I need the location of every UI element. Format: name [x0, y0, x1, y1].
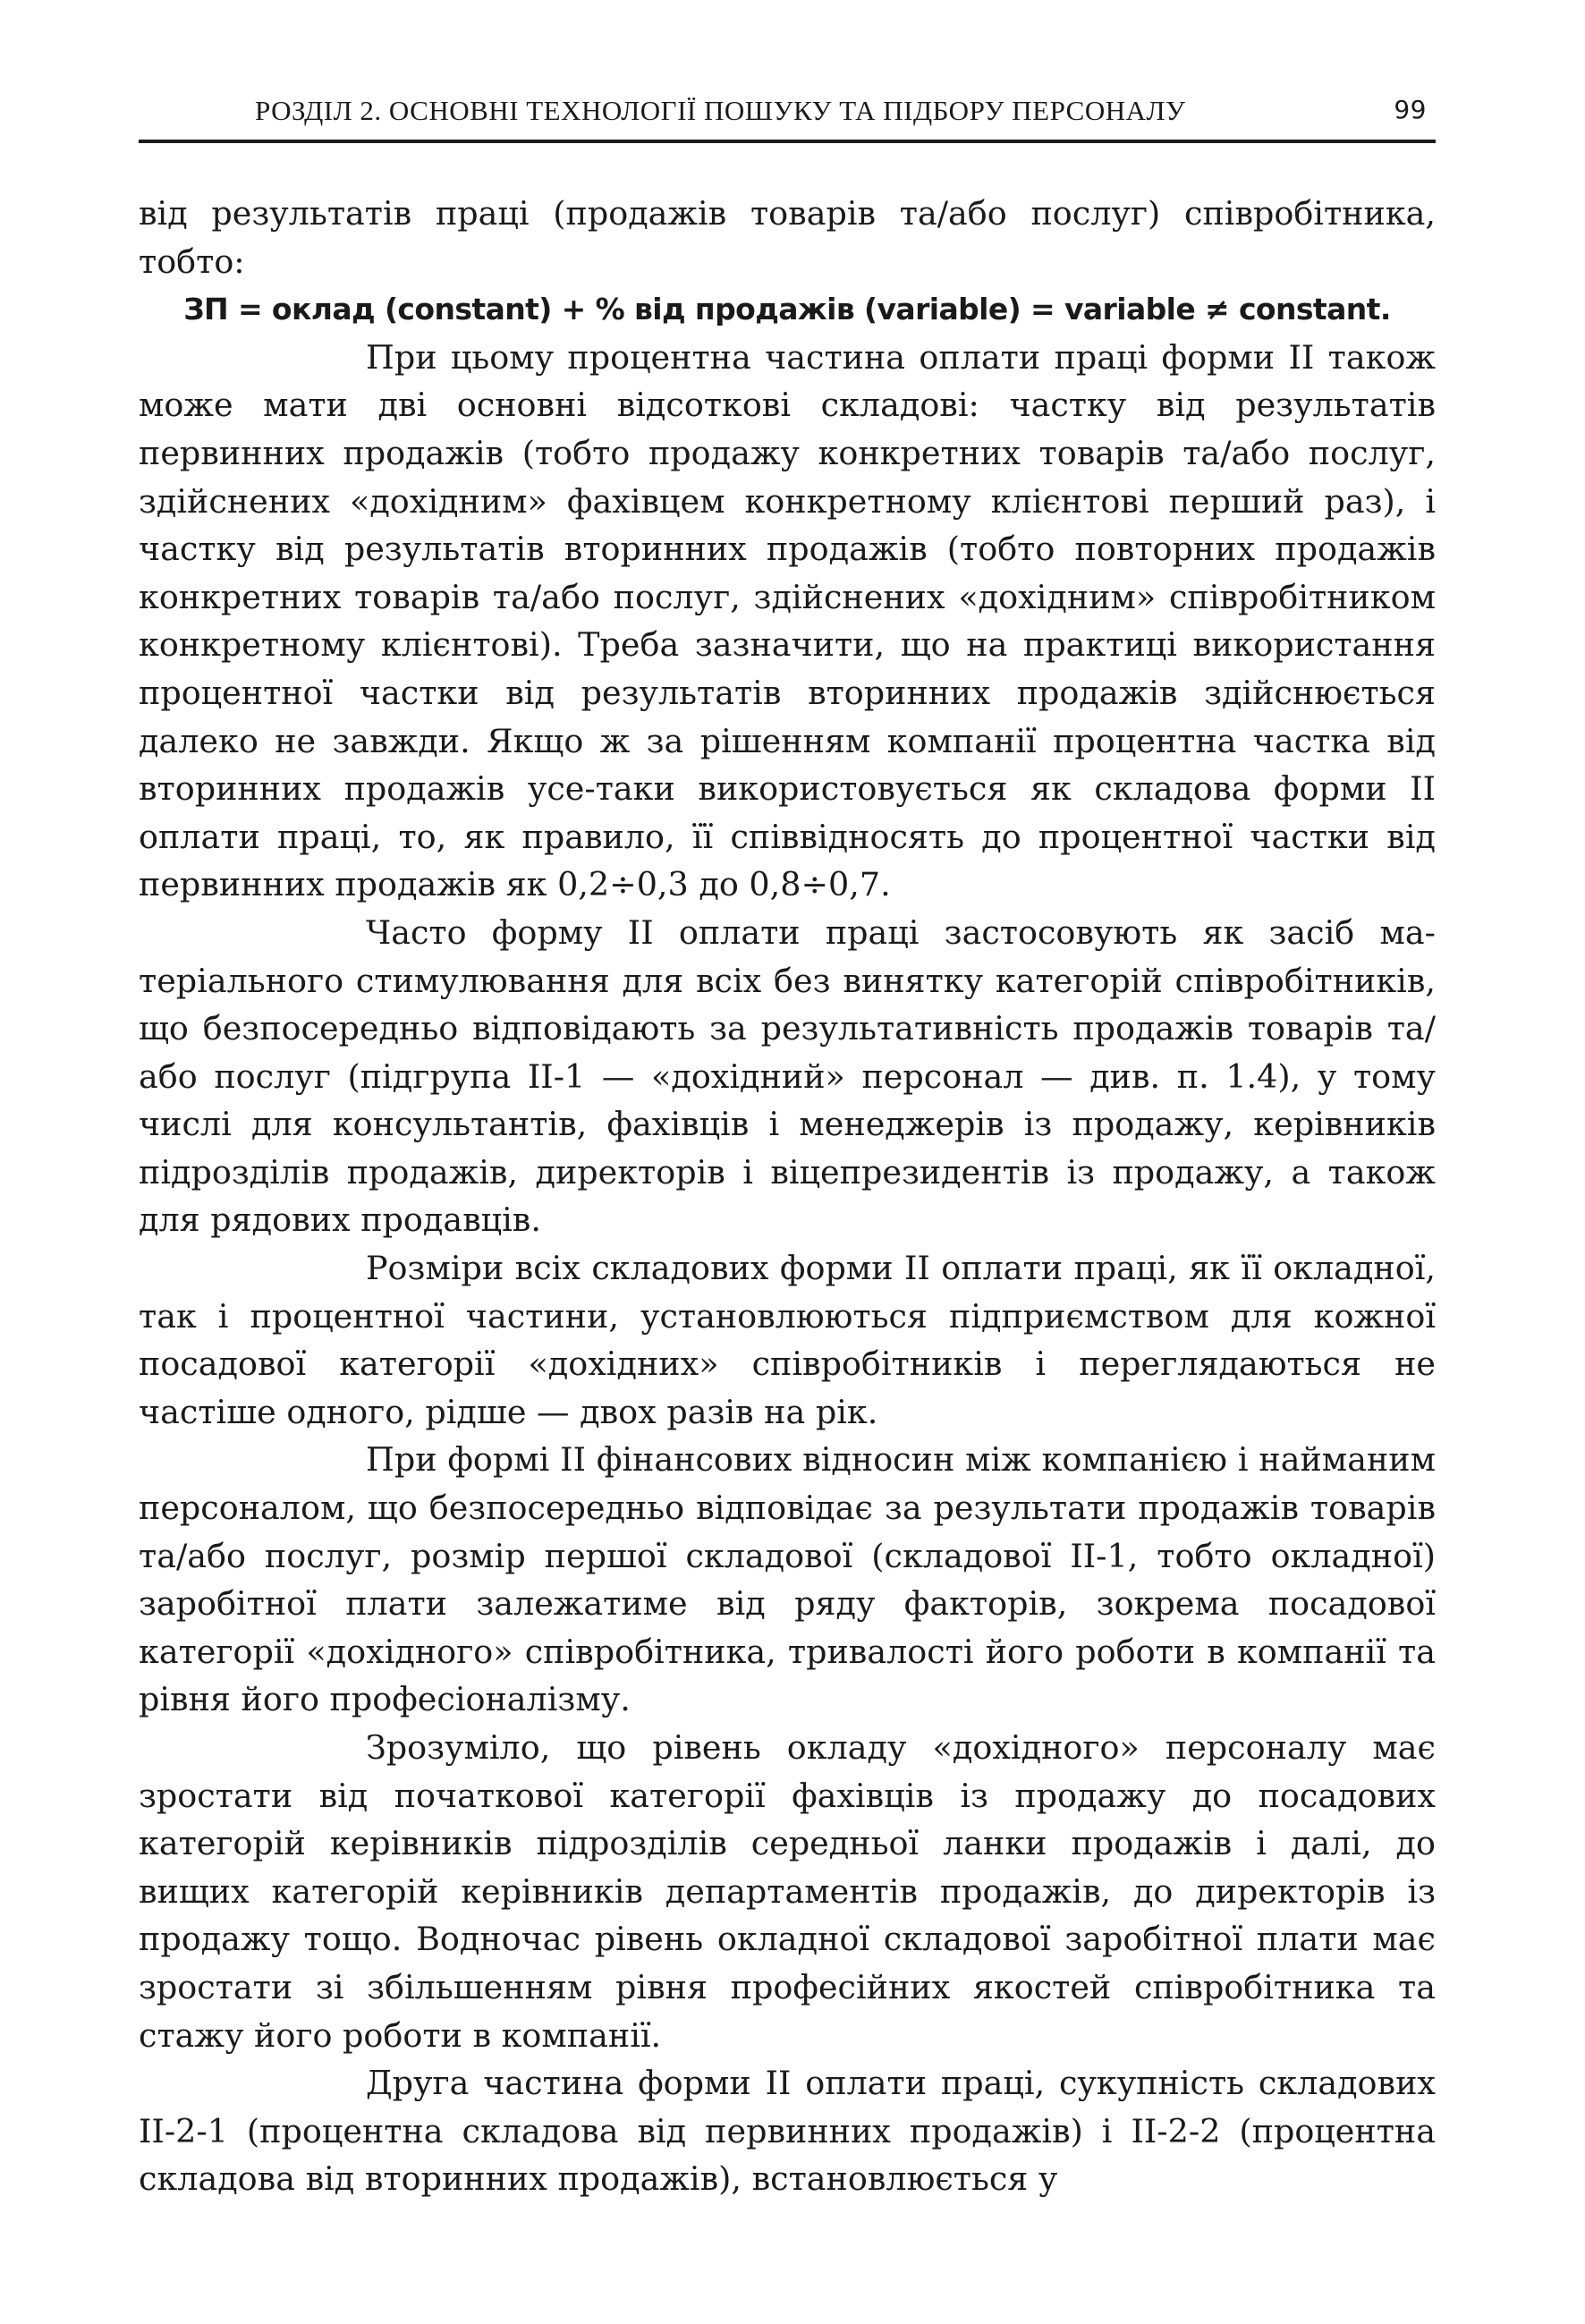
page-number: 99 [1394, 95, 1427, 124]
salary-formula: ЗП = оклад (constant) + % від продажів (variable) = variable ≠ constant. [183, 292, 1391, 327]
book-page [139, 89, 1436, 2203]
paragraph: При цьому процентна частина оплати праці форми ІІ також може мати дві основні відсоткові складові: частку від результатів первинних продажів (тобто продажу конкретних товарів та/або послуг, здійснених «дохідним» фахівцем конкретному клієнтові перший раз), і частку від результатів вторинних продажів (тобто повторних продажів конкретних товарів та/або послуг, здійснених «дохідним» співробітником конкретному клієнтові). Треба зазначити, що на практиці використання процентної частки від результатів вторинних продажів здійснюється далеко не завжди. Якщо ж за рішенням компанії процентна частка від вторинних продажів усе-таки використовується як складова форми ІІ оплати праці, то, як правило, її співвідносять до процентної частки від первинних продажів як 0,2÷0,3 до 0,8÷0,7. [139, 337, 1436, 904]
paragraph: Друга частина форми ІІ оплати праці, сукупність складових ІІ-2-1 (процентна складова від первинних продажів) і ІІ-2-2 (процентна складова від вторинних продажів), встановлюється у [139, 2064, 1436, 2199]
paragraph: При формі ІІ фінансових відносин між компанією і найманим персоналом, що безпосередньо відповідає за результати продажів товарів та/або послуг, розмір першої складової (складової ІІ-1, тобто окладної) заробітної плати залежатиме від ряду факторів, зокрема посадової категорії «дохідного» співробітника, тривалості його роботи в компанії та рівня його професіоналізму. [139, 1440, 1436, 1719]
paragraph-continuation: від результатів праці (продажів товарів та/або послуг) співробітника, тобто: [139, 194, 1436, 281]
paragraph: Часто форму ІІ оплати праці застосовують як засіб матеріального стимулювання для всіх без винятку категорій співробітників, що безпосередньо відповідають за результативність продажів товарів та/або послуг (підгрупа ІІ-1 — «дохідний» персонал — див. п. 1.4), у тому числі для консультантів, фахівців і менеджерів із продажу, керівників підрозділів продажів, директорів і віцепрезидентів із продажу, а також для рядових продавців. [139, 912, 1436, 1240]
running-header [139, 89, 1436, 143]
paragraph: Зрозуміло, що рівень окладу «дохідного» персоналу має зростати від початкової категорії фахівців із продажу до посадових категорій керівників підрозділів середньої ланки продажів і далі, до вищих категорій керівників департаментів продажів, до директорів із продажу тощо. Водночас рівень окладної складової заробітної плати має зростати зі збільшенням рівня професійних якостей співробітника та стажу його роботи в компанії. [139, 1728, 1436, 2055]
paragraph: Розміри всіх складових форми ІІ оплати праці, як її окладної, так і процентної частини, установлюються підприємством для кожної посадової категорії «дохідних» співробітників і переглядаються не частіше одного, рідше — двох разів на рік. [139, 1249, 1436, 1431]
chapter-title: РОЗДІЛ 2. ОСНОВНІ ТЕХНОЛОГІЇ ПОШУКУ ТА ПІДБОРУ ПЕРСОНАЛУ [255, 95, 1186, 126]
body-text [139, 190, 1436, 2203]
